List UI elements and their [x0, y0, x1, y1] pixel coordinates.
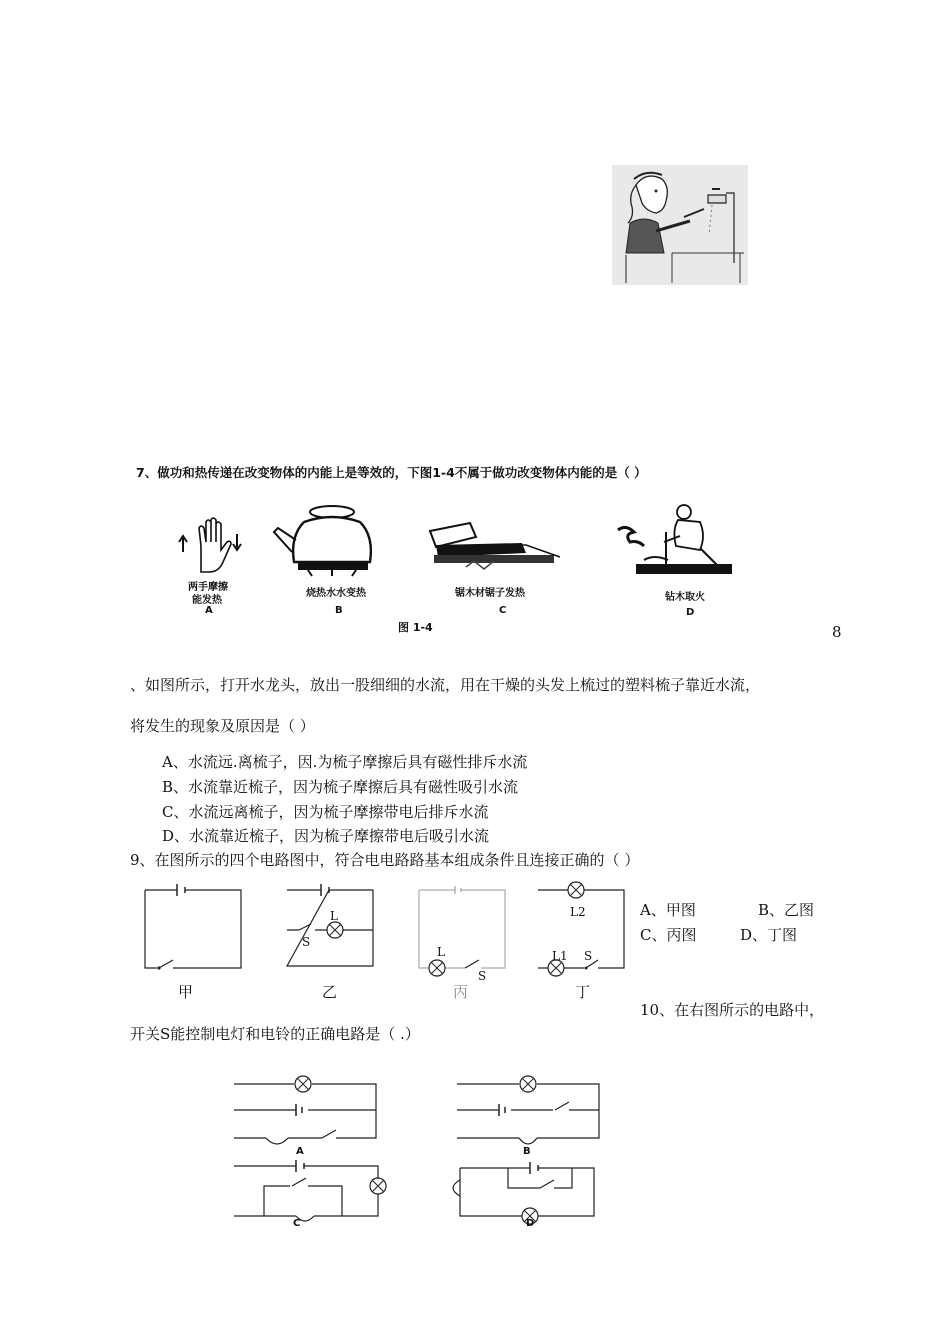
caption-b: 烧热水水变热	[306, 588, 366, 599]
circuit-label-yi: 乙	[322, 983, 338, 1001]
q8-option-d: D、水流靠近梳子，因为梳子摩擦带电后吸引水流	[162, 827, 490, 845]
q8-stem-line2: 将发生的现象及原因是（ ）	[130, 717, 315, 735]
q9-answer-d: D、丁图	[740, 926, 798, 944]
q8-option-c: C、水流远离梳子，因为梳子摩擦带电后排斥水流	[162, 803, 489, 821]
q10-circuit-d	[442, 1160, 602, 1220]
q9-answer-c: C、丙图	[640, 926, 697, 944]
saw-picture	[426, 515, 566, 575]
circuit-ding	[536, 880, 626, 972]
q10-letter-d: D	[526, 1218, 535, 1229]
circuit-label-bing: 丙	[453, 983, 469, 1001]
q8-number: 8	[832, 623, 842, 641]
q8-option-b: B、水流靠近梳子，因为梳子摩擦后具有磁性吸引水流	[162, 778, 519, 796]
label-bing-l: L	[437, 945, 445, 959]
letter-a: A	[205, 605, 213, 616]
drill-wood-fire-picture	[614, 502, 744, 580]
q10-circuit-b	[455, 1078, 601, 1144]
circuit-label-jia: 甲	[178, 983, 194, 1001]
q10-circuit-a	[232, 1078, 378, 1144]
q10-circuit-c	[232, 1160, 392, 1220]
rubbing-hands-picture	[175, 512, 245, 582]
q9-stem: 9、在图所示的四个电路图中，符合电电路路基本组成条件且连接正确的（ ）	[130, 851, 640, 869]
letter-b: B	[335, 605, 343, 616]
label-yi-s: S	[302, 935, 311, 949]
q10-letter-a: A	[296, 1146, 304, 1157]
caption-d: 钻木取火	[665, 592, 705, 603]
circuit-bing	[417, 880, 507, 972]
circuit-label-ding: 丁	[575, 983, 591, 1001]
caption-a-line2: 能发热	[192, 595, 222, 606]
letter-c: C	[499, 605, 507, 616]
caption-a-line1: 两手摩擦	[188, 582, 228, 593]
letter-d: D	[686, 607, 695, 618]
girl-faucet-illustration	[612, 165, 748, 285]
q8-stem-line1: 、如图所示，打开水龙头，放出一股细细的水流，用在干燥的头发上梳过的塑料梳子靠近水流，	[130, 676, 761, 694]
q9-answer-a: A、甲图	[640, 901, 696, 919]
label-ding-l2: L2	[570, 905, 586, 919]
q10-stem-line1: 10、在右图所示的电路中，	[640, 1001, 825, 1019]
label-bing-s: S	[478, 969, 487, 983]
label-ding-s: S	[584, 949, 593, 963]
q10-stem-line2: 开关S能控制电灯和电铃的正确电路是（ .）	[130, 1025, 420, 1043]
q9-answer-b: B、乙图	[758, 901, 815, 919]
kettle-picture	[272, 500, 390, 576]
q10-letter-c: C	[293, 1218, 301, 1229]
caption-c: 锯木材锯子发热	[455, 588, 525, 599]
circuit-jia	[143, 880, 243, 970]
label-yi-l: L	[330, 909, 338, 923]
figure-label: 图 1-4	[398, 621, 433, 634]
q7-stem: 7、做功和热传递在改变物体的内能上是等效的，下图1-4不属于做功改变物体内能的是（ ）	[136, 465, 647, 480]
q10-letter-b: B	[523, 1146, 531, 1157]
label-ding-l1: L1	[552, 949, 568, 963]
q8-option-a: A、水流远.离梳子，因.为梳子摩擦后具有磁性排斥水流	[162, 753, 528, 771]
